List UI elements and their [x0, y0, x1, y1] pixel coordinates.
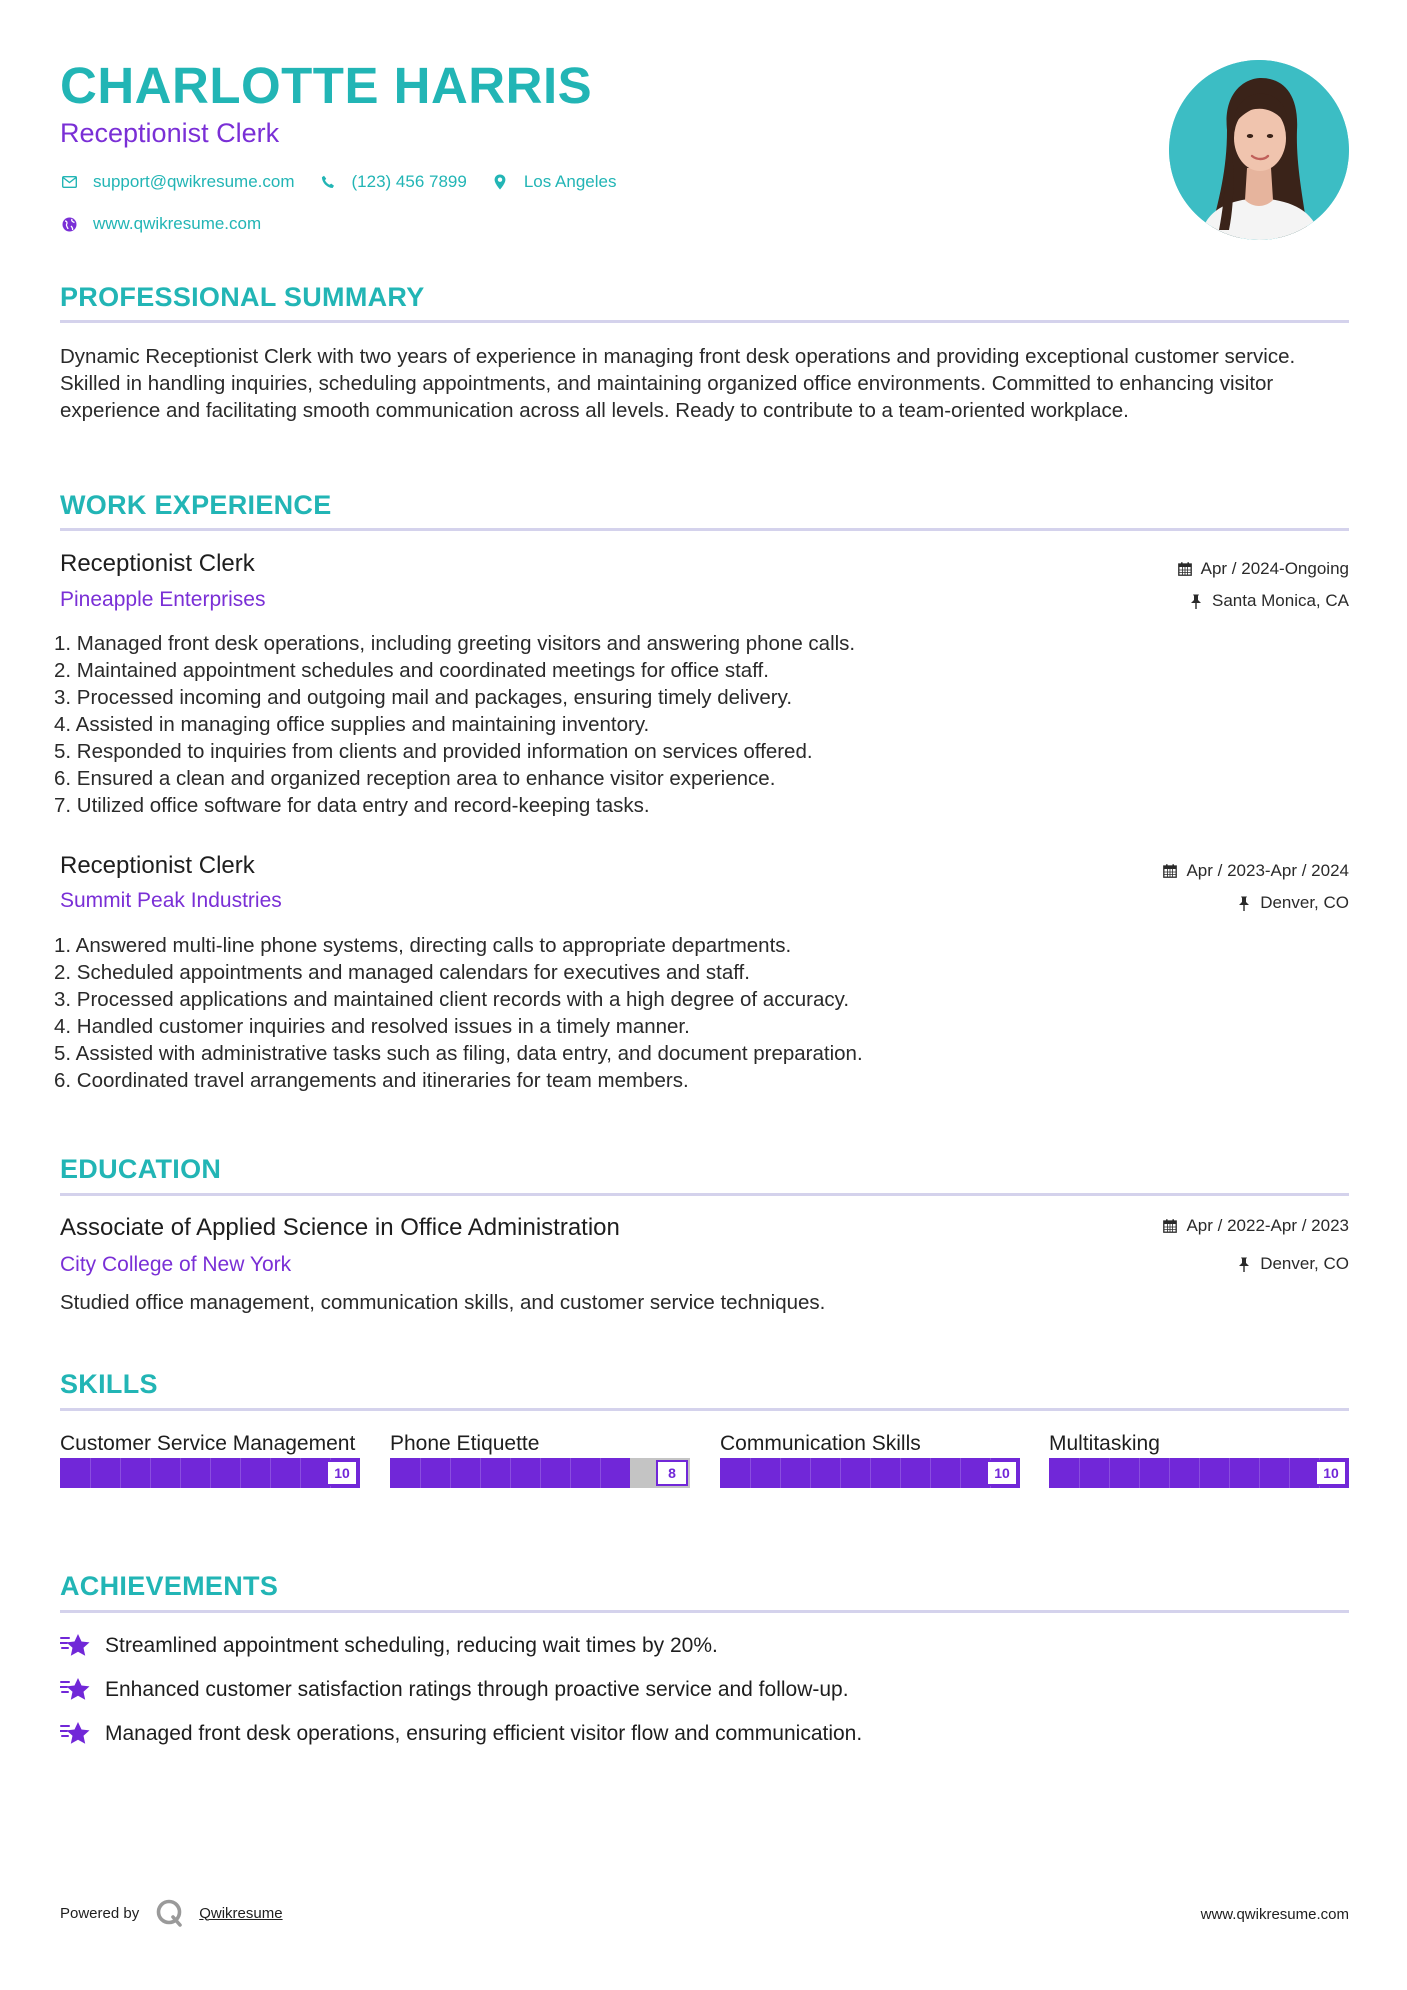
- job-title-1: Receptionist Clerk: [60, 550, 255, 577]
- skill-name: Customer Service Management: [60, 1432, 356, 1455]
- skill-bar-segment: [1289, 1458, 1290, 1488]
- contact-email[interactable]: [60, 172, 295, 192]
- list-item: 6. Coordinated travel arrangements and itineraries for team members.: [54, 1069, 689, 1092]
- skill-item: [390, 1430, 690, 1488]
- education-date-text: Apr / 2022-Apr / 2023: [1186, 1216, 1349, 1235]
- achievement-text: Managed front desk operations, ensuring efficient visitor flow and communication.: [105, 1722, 863, 1745]
- list-item: 1. Managed front desk operations, including greeting visitors and answering phone calls.: [54, 632, 856, 655]
- education-date: [1162, 1216, 1349, 1236]
- job-date-2: [1162, 861, 1349, 881]
- skill-bar-segment: [1169, 1458, 1170, 1488]
- skills-heading: SKILLS: [60, 1369, 158, 1399]
- pushpin-icon: [1236, 895, 1252, 911]
- brand-link[interactable]: Qwikresume: [199, 1904, 283, 1922]
- star-icon: [60, 1720, 92, 1748]
- list-item: 2. Scheduled appointments and managed calendars for executives and staff.: [54, 961, 750, 984]
- list-item: 3. Processed incoming and outgoing mail and packages, ensuring timely delivery.: [54, 686, 793, 709]
- skill-bar-segment: [1139, 1458, 1140, 1488]
- footer-powered-by: [60, 1898, 283, 1928]
- skill-bar-segment: [1079, 1458, 1080, 1488]
- summary-divider: [60, 320, 1349, 323]
- phone-text: (123) 456 7899: [351, 172, 467, 191]
- candidate-name: CHARLOTTE HARRIS: [60, 57, 593, 114]
- skill-item: [1049, 1430, 1349, 1488]
- profile-photo: [1169, 60, 1349, 240]
- job-date-text-1: Apr / 2024-Ongoing: [1200, 559, 1349, 578]
- job-date-1: [1177, 559, 1349, 579]
- achievements-divider: [60, 1610, 1349, 1613]
- experience-heading: WORK EXPERIENCE: [60, 490, 332, 520]
- star-icon: [60, 1632, 92, 1660]
- achievement-text: Enhanced customer satisfaction ratings through proactive service and follow-up.: [105, 1678, 849, 1701]
- job-date-text-2: Apr / 2023-Apr / 2024: [1186, 861, 1349, 880]
- job-company-1: Pineapple Enterprises: [60, 588, 266, 611]
- skill-bar-segment: [150, 1458, 151, 1488]
- envelope-icon: [60, 173, 78, 191]
- candidate-role: Receptionist Clerk: [60, 118, 280, 148]
- skill-item: [720, 1430, 1020, 1488]
- list-item: 2. Maintained appointment schedules and coordinated meetings for office staff.: [54, 659, 769, 682]
- skill-name: Communication Skills: [720, 1432, 921, 1455]
- skill-bar-segment: [300, 1458, 301, 1488]
- skill-bar: [720, 1458, 1020, 1488]
- skill-bar-segment: [1259, 1458, 1260, 1488]
- skills-divider: [60, 1408, 1349, 1411]
- skill-bar-segment: [120, 1458, 121, 1488]
- pushpin-icon: [1188, 593, 1204, 609]
- skill-bar-segment: [240, 1458, 241, 1488]
- skill-bar-segment: [600, 1458, 601, 1488]
- job-bullets-1: [54, 630, 1254, 819]
- contact-website[interactable]: [60, 214, 261, 234]
- summary-text: Dynamic Receptionist Clerk with two years of experience in managing front desk operations and providing exceptional customer service. Skilled in handling inquiries, scheduling appointments, and maintaining organized office environments. Committed to enhancing visitor experience and facilitating smooth communication across all levels. Ready to contribute to a team-oriented workplace.: [60, 345, 1296, 422]
- phone-icon: [319, 173, 337, 191]
- pushpin-icon: [1236, 1256, 1252, 1272]
- contact-row: [60, 172, 640, 192]
- powered-by-label: Powered by: [60, 1904, 140, 1922]
- education-location-text: Denver, CO: [1260, 1254, 1349, 1273]
- calendar-icon: [1162, 1218, 1178, 1234]
- skill-level-badge: 10: [986, 1460, 1018, 1486]
- calendar-icon: [1177, 561, 1193, 577]
- list-item: 5. Responded to inquiries from clients and provided information on services offered.: [54, 740, 813, 763]
- list-item: 6. Ensured a clean and organized reception area to enhance visitor experience.: [54, 767, 776, 790]
- skill-bar-segment: [1199, 1458, 1200, 1488]
- contact-phone[interactable]: [319, 172, 467, 192]
- skill-name: Multitasking: [1049, 1432, 1160, 1455]
- calendar-icon: [1162, 863, 1178, 879]
- achievement-item: [60, 1676, 849, 1704]
- skill-bar-segment: [480, 1458, 481, 1488]
- skill-bar-segment: [750, 1458, 751, 1488]
- qwikresume-logo-icon: [155, 1898, 185, 1928]
- skill-level-badge: 10: [326, 1460, 358, 1486]
- skill-bar-segment: [1109, 1458, 1110, 1488]
- skill-bar-segment: [780, 1458, 781, 1488]
- job-company-2: Summit Peak Industries: [60, 889, 282, 912]
- skill-bar-segment: [930, 1458, 931, 1488]
- job-bullets-2: [54, 932, 1254, 1094]
- skill-bar-segment: [180, 1458, 181, 1488]
- skill-level-badge: 8: [656, 1460, 688, 1486]
- star-icon: [60, 1676, 92, 1704]
- skill-bar: [60, 1458, 360, 1488]
- list-item: 5. Assisted with administrative tasks such as filing, data entry, and document preparation.: [54, 1042, 863, 1065]
- email-text: support@qwikresume.com: [93, 172, 295, 191]
- skill-bar: [390, 1458, 690, 1488]
- contact-location: [491, 172, 617, 192]
- education-heading: EDUCATION: [60, 1154, 222, 1184]
- skill-bar-segment: [1229, 1458, 1230, 1488]
- globe-icon: [60, 215, 78, 233]
- skill-bar-segment: [570, 1458, 571, 1488]
- skill-bar-segment: [810, 1458, 811, 1488]
- skill-bar-segment: [540, 1458, 541, 1488]
- skill-bar-segment: [960, 1458, 961, 1488]
- skill-bar-segment: [510, 1458, 511, 1488]
- skill-bar-segment: [840, 1458, 841, 1488]
- job-location-text-1: Santa Monica, CA: [1211, 591, 1349, 610]
- job-location-2: [1236, 893, 1349, 913]
- list-item: 7. Utilized office software for data entry and record-keeping tasks.: [54, 794, 650, 817]
- education-location: [1236, 1254, 1349, 1274]
- job-location-text-2: Denver, CO: [1260, 893, 1349, 912]
- skill-bar-segment: [90, 1458, 91, 1488]
- skill-name: Phone Etiquette: [390, 1432, 540, 1455]
- resume-page: [54, 0, 1349, 1990]
- education-degree: Associate of Applied Science in Office Administration: [60, 1214, 620, 1241]
- skill-bar-segment: [420, 1458, 421, 1488]
- experience-divider: [60, 528, 1349, 531]
- achievements-heading: ACHIEVEMENTS: [60, 1571, 279, 1601]
- summary-heading: PROFESSIONAL SUMMARY: [60, 282, 425, 312]
- map-pin-icon: [491, 173, 509, 191]
- skill-level-badge: 10: [1315, 1460, 1347, 1486]
- skill-bar-segment: [900, 1458, 901, 1488]
- footer-website[interactable]: www.qwikresume.com: [1200, 1906, 1349, 1923]
- list-item: 4. Assisted in managing office supplies and maintaining inventory.: [54, 713, 650, 736]
- skill-bar-segment: [270, 1458, 271, 1488]
- location-text: Los Angeles: [523, 172, 617, 191]
- achievement-text: Streamlined appointment scheduling, reducing wait times by 20%.: [105, 1634, 718, 1657]
- skill-bar-segment: [870, 1458, 871, 1488]
- job-location-1: [1188, 591, 1349, 611]
- contact-row-2: [60, 214, 285, 234]
- achievement-item: [60, 1720, 862, 1748]
- list-item: 4. Handled customer inquiries and resolved issues in a timely manner.: [54, 1015, 690, 1038]
- skill-bar: [1049, 1458, 1349, 1488]
- education-divider: [60, 1193, 1349, 1196]
- achievement-item: [60, 1632, 718, 1660]
- list-item: 1. Answered multi-line phone systems, directing calls to appropriate departments.: [54, 934, 792, 957]
- skill-item: [60, 1430, 360, 1488]
- skill-bar-segment: [210, 1458, 211, 1488]
- job-title-2: Receptionist Clerk: [60, 852, 255, 879]
- list-item: 3. Processed applications and maintained client records with a high degree of accuracy.: [54, 988, 850, 1011]
- website-text: www.qwikresume.com: [93, 214, 262, 233]
- skill-bar-segment: [450, 1458, 451, 1488]
- education-school: City College of New York: [60, 1253, 292, 1276]
- education-description: Studied office management, communication skills, and customer service techniques.: [60, 1291, 826, 1314]
